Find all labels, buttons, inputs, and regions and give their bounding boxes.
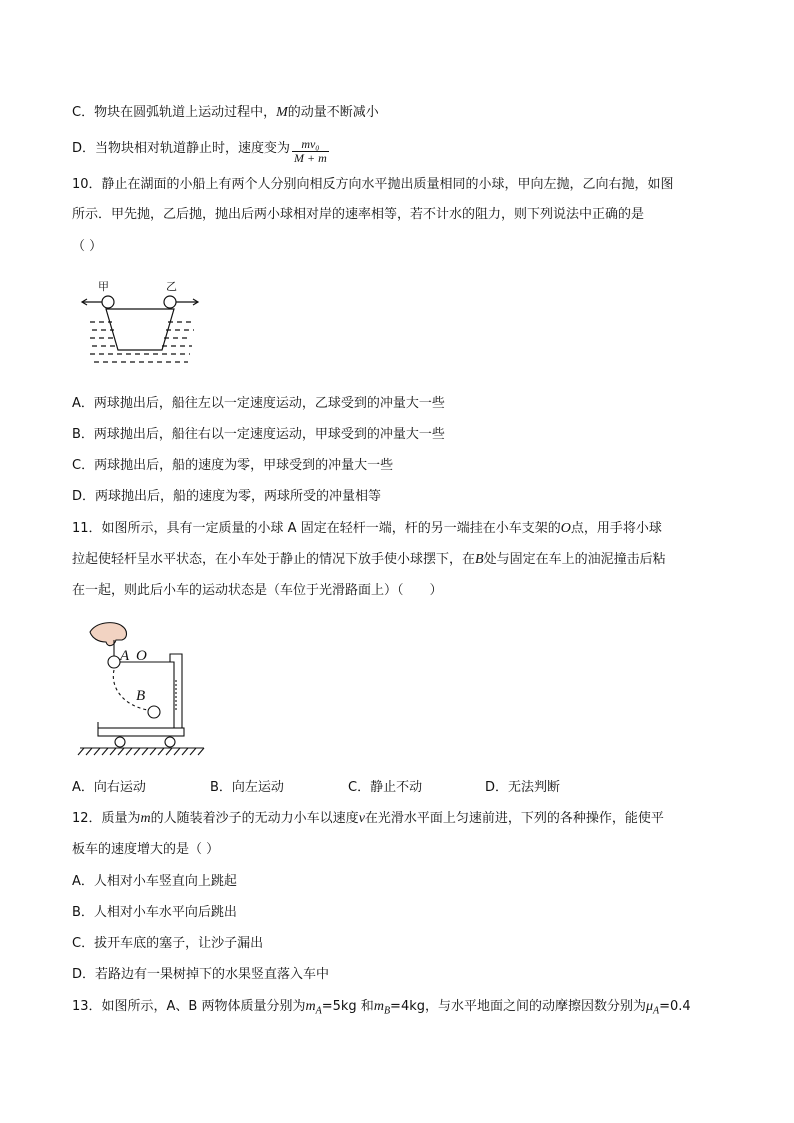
- q9-option-c-text: C．物块在圆弧轨道上运动过程中，: [72, 105, 277, 120]
- label-b: B: [136, 688, 146, 704]
- q11-cart-figure: [76, 618, 208, 758]
- ball-a: [108, 656, 120, 668]
- q12-option-a: A．人相对小车竖直向上跳起: [72, 874, 237, 889]
- q9-option-c: [72, 104, 379, 122]
- boat-hull: [106, 309, 174, 350]
- q10-option-a: A．两球抛出后，船往左以一定速度运动，乙球受到的冲量大一些: [72, 396, 445, 411]
- q9-option-c-tail: 的动量不断减小: [287, 105, 379, 120]
- water-dashes: [90, 322, 194, 362]
- q11-stem-line1: 11．如图所示，具有一定质量的小球 A 固定在轻杆一端，杆的另一端挂在小车支架的O点，用手将小球: [72, 521, 662, 536]
- q9-option-d: [72, 135, 329, 165]
- q11-option-d: D．无法判断: [485, 780, 561, 795]
- cart-wheel-left: [115, 737, 125, 747]
- q12-option-c: C．拔开车底的塞子，让沙子漏出: [72, 936, 264, 951]
- q10-option-b: B．两球抛出后，船往右以一定速度运动，甲球受到的冲量大一些: [72, 427, 445, 442]
- ball-b: [148, 706, 160, 718]
- q11-stem-line2: 拉起使轻杆呈水平状态，在小车处于静止的情况下放手使小球摆下，在B处与固定在车上的油泥撞击后粘: [72, 552, 666, 567]
- q10-boat-figure: [78, 278, 202, 370]
- q9-option-d-text: D．当物块相对轨道静止时，速度变为: [72, 141, 291, 156]
- q11-option-c: C．静止不动: [348, 780, 423, 795]
- q12-option-d: D．若路边有一果树掉下的水果竖直落入车中: [72, 967, 330, 982]
- cart-wheel-right: [165, 737, 175, 747]
- ground-hatching: [78, 748, 204, 755]
- label-o: O: [136, 648, 147, 664]
- q12-stem-line1: 12．质量为m的人随装着沙子的无动力小车以速度v在光滑水平面上匀速前进，下列的各种操作，能使平: [72, 811, 664, 826]
- q10-stem-line2: 所示．甲先抛，乙后抛，抛出后两小球相对岸的速率相等，若不计水的阻力，则下列说法中正确的是: [72, 207, 645, 222]
- q9-option-d-fraction: [292, 138, 329, 165]
- q12-stem-line2: 板车的速度增大的是（ ）: [72, 842, 220, 857]
- cart-body: [98, 728, 184, 736]
- q10-stem-line1: 10．静止在湖面的小船上有两个人分别向相反方向水平抛出质量相同的小球，甲向左抛，乙向右抛，如图: [72, 177, 674, 192]
- label-yi: 乙: [166, 280, 177, 293]
- hand-icon: [90, 623, 127, 646]
- ball-yi: [164, 296, 176, 308]
- q13-stem-line1: 13．如图所示，A、B 两物体质量分别为$m_A=5kg$ 和$m_B=4kg$，与水平地面之间的动摩擦因数分别为$\mu_A=0.4$: [72, 999, 691, 1017]
- q11-option-b: B．向左运动: [210, 780, 284, 795]
- q11-stem-line3: 在一起，则此后小车的运动状态是（车位于光滑路面上）（ ）: [72, 583, 443, 598]
- q12-option-b: B．人相对小车水平向后跳出: [72, 905, 237, 920]
- fraction-denominator: M + m: [294, 151, 327, 165]
- support-frame: [170, 654, 182, 728]
- label-jia: 甲: [98, 280, 109, 293]
- support-frame-inner: [170, 662, 174, 728]
- q11-option-a: A．向右运动: [72, 780, 146, 795]
- ball-jia: [102, 296, 114, 308]
- q10-stem-line3: （ ）: [72, 239, 103, 254]
- label-a: A: [120, 648, 130, 664]
- fraction-numerator: mv₀: [301, 137, 320, 151]
- q11-options: [72, 779, 560, 797]
- q10-option-d: D．两球抛出后，船的速度为零，两球所受的冲量相等: [72, 489, 382, 504]
- q9-option-c-var: M: [276, 105, 288, 120]
- q10-option-c: C．两球抛出后，船的速度为零，甲球受到的冲量大一些: [72, 458, 394, 473]
